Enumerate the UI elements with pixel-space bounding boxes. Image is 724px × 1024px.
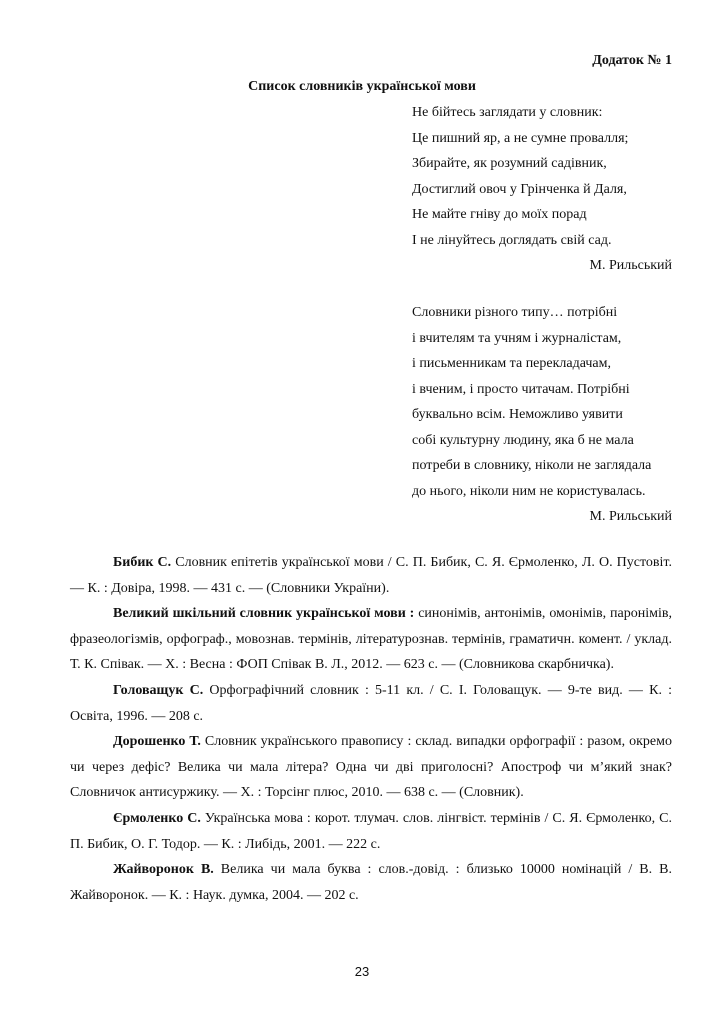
epigraph-line: і письменникам та перекладачам, [412, 356, 612, 371]
epigraph-line: потреби в словнику, ніколи не заглядала [412, 458, 652, 473]
epigraph-line: собі культурну людину, яка б не мала [412, 432, 634, 448]
entry-text: Велика чи мала буква : слов.-довід. : близько 10000 номінацій / В. В. Жайворонок. — К. : Наук. думка, 2004. — 202 с. [70, 862, 672, 903]
bibliography-entry [70, 678, 672, 729]
page-title: Список словників української мови [248, 79, 476, 94]
page-number: 23 [354, 964, 370, 979]
epigraph-line: Це пишний яр, а не сумне провалля; [412, 130, 629, 146]
entry-text: синонімів, антонімів, омонімів, паронімів, фразеологізмів, орфограф., мовознав. термінів, літературознав. термінів, граматичн. комент. / уклад. Т. К. Співак. — Х. : Весна : ФОП Співак В. Л., 2012. — 623 с. — (Словникова скарбничка). [70, 606, 672, 673]
bibliography-entry [70, 550, 672, 601]
entry-text: Словник епітетів української мови / С. П. Бибик, С. Я. Єрмоленко, Л. О. Пустовіт. — К. : Довіра, 1998. — 431 с. — (Словники України). [70, 555, 672, 596]
epigraph-line: і вчителям та учням і журналістам, [412, 330, 622, 346]
bibliography-entry [70, 729, 672, 806]
epigraph-author: М. Рильський [589, 258, 672, 273]
entry-text: Українська мова : корот. тлумач. слов. лінгвіст. термінів / С. Я. Єрмоленко, С. П. Бибик, О. Г. Тодор. — К. : Либідь, 2001. — 222 с. [70, 810, 672, 852]
epigraph-line: Не бійтесь заглядати у словник: [412, 105, 603, 120]
bibliography-list [70, 550, 672, 908]
epigraph-line: Збирайте, як розумний садівник, [412, 156, 607, 171]
entry-author: Жайворонок В. [113, 862, 214, 878]
epigraph-line: Достиглий овоч у Грінченка й Даля, [412, 181, 627, 197]
epigraph-line: Словники різного типу… потрібні [412, 305, 618, 320]
entry-text: Орфографічний словник : 5-11 кл. / С. І. Головащук. — 9-те вид. — К. : Освіта, 1996. — 208 с. [70, 682, 672, 724]
entry-author: Бибик С. [113, 555, 172, 570]
epigraph-line: І не лінуйтесь доглядать свій сад. [412, 232, 612, 248]
entry-author: Єрмоленко С. [113, 810, 201, 826]
epigraph-line: до нього, ніколи ним не користувалась. [412, 483, 646, 499]
epigraph-line: і вченим, і просто читачам. Потрібні [412, 381, 630, 397]
epigraph-quote [412, 300, 672, 530]
epigraph-line: Не майте гніву до моїх порад [412, 207, 587, 222]
bibliography-entry [70, 601, 672, 678]
bibliography-entry [70, 806, 672, 857]
entry-author: Дорошенко Т. [113, 734, 201, 750]
bibliography-entry [70, 857, 672, 908]
epigraph-line: буквально всім. Неможливо уявити [412, 407, 623, 422]
entry-author: Великий шкільний словник української мови : [113, 606, 415, 622]
epigraph-poem [412, 100, 672, 279]
epigraph-author: М. Рильський [589, 509, 672, 524]
entry-author: Головащук С. [113, 682, 204, 698]
appendix-label: Додаток № 1 [592, 53, 672, 68]
entry-text: Словник українського правопису : склад. випадки орфографії : разом, окремо чи через дефіс? Велика чи мала літера? Одна чи дві приголосні? Апостроф чи м’який знак? Словничок антисуржику. — Х. : Торсінг плюс, 2010. — 638 с. — (Словник). [70, 734, 672, 801]
